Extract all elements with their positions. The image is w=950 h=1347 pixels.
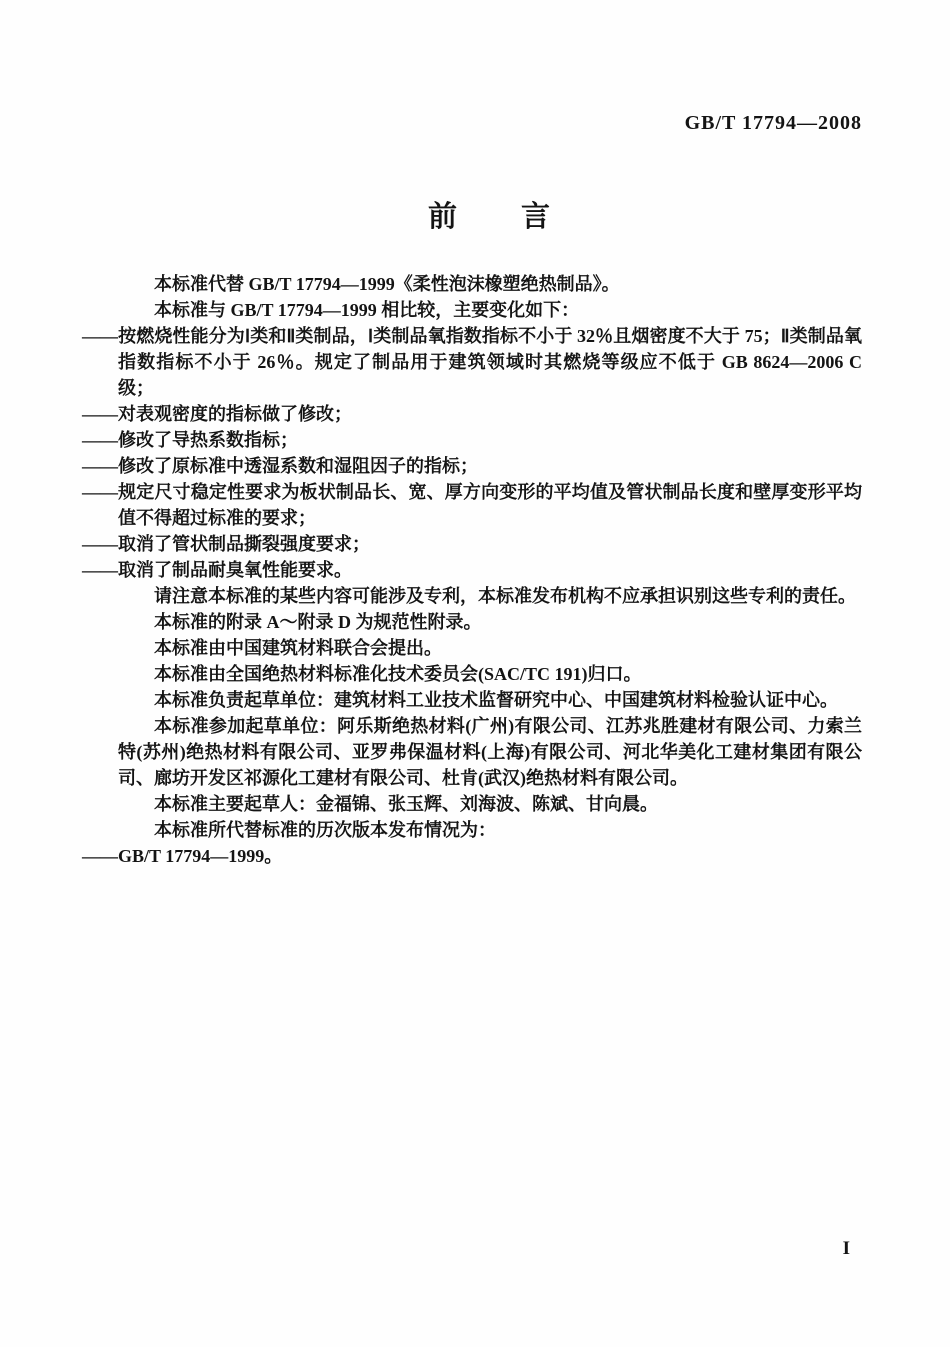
- standard-code: GB/T 17794—2008: [684, 112, 862, 134]
- foreword-paragraph: 本标准的附录 A～附录 D 为规范性附录。: [154, 612, 482, 632]
- foreword-paragraph: 本标准与 GB/T 17794—1999 相比较，主要变化如下：: [154, 300, 580, 320]
- foreword-paragraph: 请注意本标准的某些内容可能涉及专利，本标准发布机构不应承担识别这些专利的责任。: [154, 586, 856, 606]
- foreword-paragraph: ——按燃烧性能分为Ⅰ类和Ⅱ类制品，Ⅰ类制品氧指数指标不小于 32％且烟密度不大于 75；Ⅱ类制品氧指数指标不小于 26％。规定了制品用于建筑领域时其燃烧等级应不低于 GB 8624—2006 C 级；: [82, 326, 862, 398]
- foreword-paragraph: ——修改了原标准中透湿系数和湿阻因子的指标；: [82, 456, 478, 476]
- foreword-paragraph: 本标准所代替标准的历次版本发布情况为：: [154, 820, 496, 840]
- foreword: [82, 271, 862, 869]
- foreword-paragraph: 本标准由全国绝热材料标准化技术委员会(SAC/TC 191)归口。: [154, 664, 642, 684]
- foreword-paragraph: 本标准由中国建筑材料联合会提出。: [154, 638, 442, 658]
- foreword-paragraph: 本标准参加起草单位：阿乐斯绝热材料(广州)有限公司、江苏兆胜建材有限公司、力索兰特(苏州)绝热材料有限公司、亚罗弗保温材料(上海)有限公司、河北华美化工建材集团有限公司、廊坊开发区祁源化工建材有限公司、杜肯(武汉)绝热材料有限公司。: [118, 716, 862, 788]
- foreword-paragraph: 本标准负责起草单位：建筑材料工业技术监督研究中心、中国建筑材料检验认证中心。: [154, 690, 838, 710]
- foreword-paragraph: ——修改了导热系数指标；: [82, 430, 298, 450]
- page-number: I: [842, 1238, 850, 1259]
- foreword-paragraph: ——取消了制品耐臭氧性能要求。: [82, 560, 352, 580]
- foreword-paragraph: ——取消了管状制品撕裂强度要求；: [82, 534, 370, 554]
- foreword-paragraph: ——规定尺寸稳定性要求为板状制品长、宽、厚方向变形的平均值及管状制品长度和壁厚变形平均值不得超过标准的要求；: [82, 482, 862, 528]
- foreword-paragraph: 本标准代替 GB/T 17794—1999《柔性泡沫橡塑绝热制品》。: [154, 274, 620, 294]
- foreword-paragraph: ——GB/T 17794—1999。: [82, 846, 283, 866]
- page-title: 前 言: [427, 201, 552, 233]
- foreword-paragraph: 本标准主要起草人：金福锦、张玉辉、刘海波、陈斌、甘向晨。: [154, 794, 658, 814]
- foreword-paragraph: ——对表观密度的指标做了修改；: [82, 404, 352, 424]
